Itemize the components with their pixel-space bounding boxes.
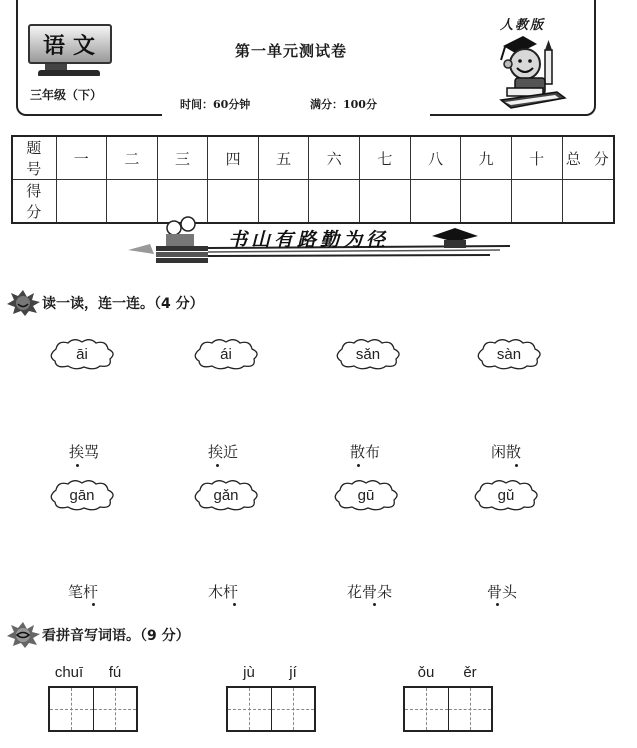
section-1-title [6,290,204,316]
grid-pinyin: ǒu [417,664,435,681]
writing-grid-box[interactable] [403,686,493,732]
pinyin-text: āi [76,345,88,363]
word-option[interactable]: 挨近 [208,443,239,461]
character-cell[interactable] [448,688,492,730]
character-cell[interactable] [50,688,93,730]
grid-pinyin: jí [289,664,297,681]
word-option[interactable]: 散布 [350,443,381,461]
emphasis-dot-icon [496,603,499,606]
pinyin-cloud[interactable] [470,478,542,512]
emphasis-dot-icon [216,464,219,467]
subject-label: 语文 [42,32,103,59]
section-2-title-text: 看拼音写词语。（9 分） [42,628,190,644]
writing-grid-item [403,664,495,734]
column-header: 四 [208,136,259,180]
pinyin-cloud[interactable] [330,478,402,512]
character-cell[interactable] [93,688,137,730]
writing-grid-item [226,664,318,734]
pinyin-text: gǎn [213,486,239,504]
full-score: 满分：100分 [310,98,377,111]
emphasis-dot-icon [92,603,95,606]
word-option[interactable]: 笔杆 [68,583,99,601]
pinyin-text: gǔ [497,486,515,504]
pinyin-cloud[interactable] [473,337,545,371]
motto-text: 书山有路勤为径 [228,229,390,251]
column-header: 十 [511,136,562,180]
pinyin-cloud[interactable] [46,337,118,371]
column-header: 八 [410,136,461,180]
column-header: 六 [309,136,360,180]
time-limit: 时间：60分钟 [180,98,251,111]
emphasis-dot-icon [515,464,518,467]
column-header: 七 [360,136,411,180]
pinyin-text: sàn [496,345,522,363]
column-header-total: 总 分 [562,136,614,180]
section-2-title [6,622,190,648]
emphasis-dot-icon [373,603,376,606]
badge-base-decoration [38,70,100,76]
edition-label: 人教版 [500,18,546,33]
score-cell[interactable] [56,180,107,224]
score-cell-total[interactable] [562,180,614,224]
row-header-score: 得 分 [12,180,56,224]
pinyin-text: gū [357,486,375,504]
pinyin-text: ái [220,345,232,363]
question-number-row [12,136,614,180]
pinyin-cloud[interactable] [46,478,118,512]
sunflower-icon [6,290,40,316]
character-cell[interactable] [405,688,448,730]
sunflower-icon [6,622,40,648]
word-option[interactable]: 挨骂 [69,443,100,461]
column-header: 二 [107,136,158,180]
character-cell[interactable] [228,688,271,730]
word-option[interactable]: 闲散 [491,443,522,461]
pinyin-text: sǎn [355,345,381,363]
grid-pinyin: jù [243,664,255,681]
section-1-title-text: 读一读，连一连。（4 分） [42,296,204,312]
grid-pinyin: ěr [463,664,477,681]
column-header: 一 [56,136,107,180]
emphasis-dot-icon [233,603,236,606]
writing-grid-box[interactable] [48,686,138,732]
column-header: 九 [461,136,512,180]
row-header-question-number: 题 号 [12,136,56,180]
pinyin-text: gān [69,486,95,504]
grid-pinyin: fú [108,664,122,681]
word-option[interactable]: 花骨朵 [347,583,393,601]
emphasis-dot-icon [76,464,79,467]
grid-pinyin: chuī [54,664,84,681]
pinyin-cloud[interactable] [190,478,262,512]
column-header: 五 [258,136,309,180]
word-option[interactable]: 木杆 [208,583,239,601]
subject-badge [28,24,112,64]
page-title: 第一单元测试卷 [235,42,348,60]
word-option[interactable]: 骨头 [487,583,518,601]
pinyin-cloud[interactable] [332,337,404,371]
character-cell[interactable] [271,688,315,730]
writing-grid-item [48,664,140,734]
column-header: 三 [157,136,208,180]
pinyin-cloud[interactable] [190,337,262,371]
mascot-illustration-icon [497,34,569,112]
grade-label: 三年级（下） [30,88,103,102]
emphasis-dot-icon [357,464,360,467]
writing-grid-box[interactable] [226,686,316,732]
